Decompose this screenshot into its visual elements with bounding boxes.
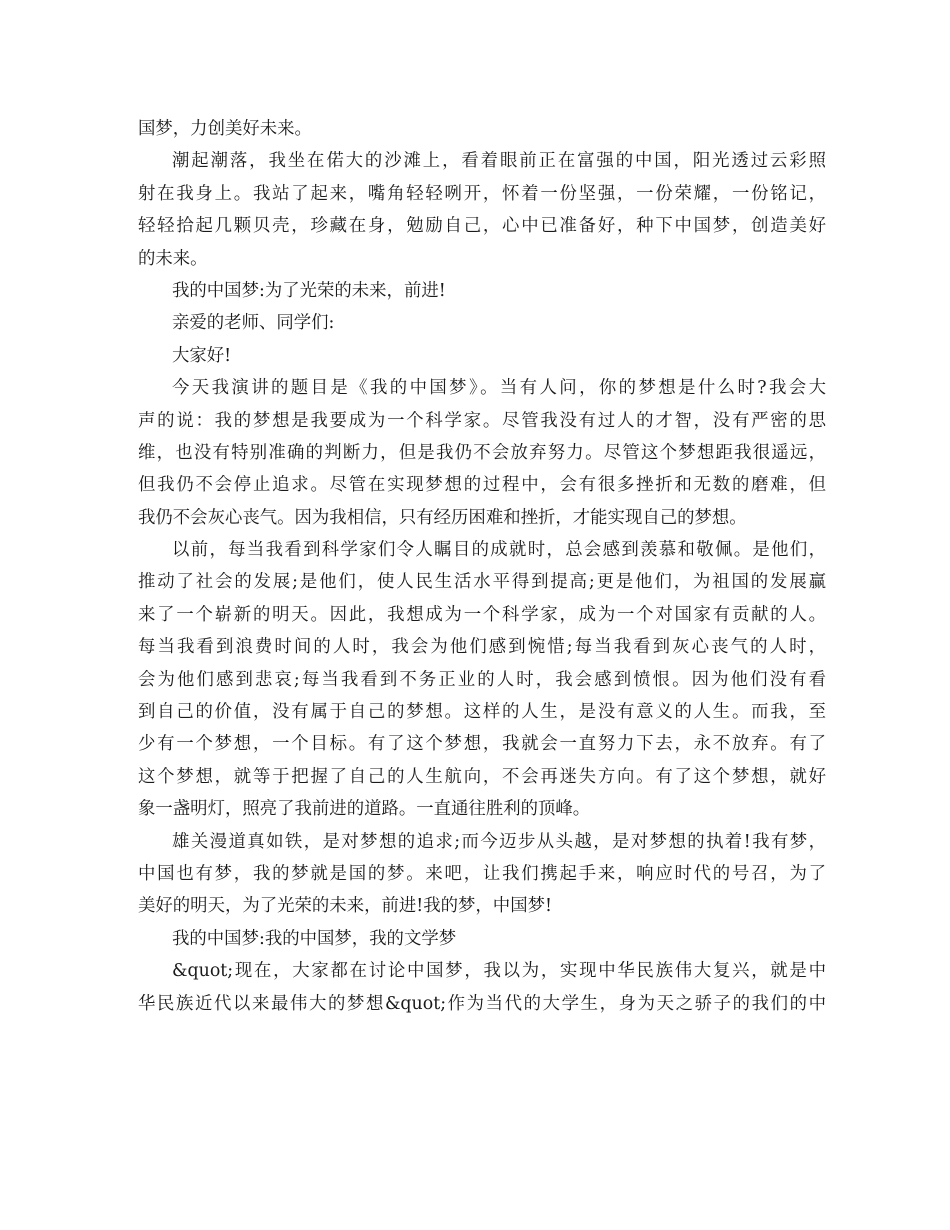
text-line: 我仍不会灰心丧气。因为我相信，只有经历困难和挫折，才能实现自己的梦想。: [138, 507, 747, 528]
document-body: [138, 113, 826, 1020]
text-line: 少有一个梦想，一个目标。有了这个梦想，我就会一直努力下去，永不放弃。有了: [138, 734, 826, 755]
text-line: &quot;现在，大家都在讨论中国梦，我以为，实现中华民族伟大复兴，就是中: [172, 961, 826, 982]
text-line: 以前，每当我看到科学家们令人瞩目的成就时，总会感到羡慕和敬佩。是他们，: [172, 540, 826, 561]
text-line: 华民族近代以来最伟大的梦想&quot;作为当代的大学生，身为天之骄子的我们的中: [138, 993, 826, 1014]
text-line: 美好的明天，为了光荣的未来，前进!我的梦，中国梦!: [138, 896, 552, 917]
text-line: 我的中国梦:为了光荣的未来，前进!: [172, 280, 446, 301]
text-line: 声的说：我的梦想是我要成为一个科学家。尽管我没有过人的才智，没有严密的思: [138, 410, 826, 431]
text-line: 今天我演讲的题目是《我的中国梦》。当有人问，你的梦想是什么时?我会大: [172, 378, 826, 399]
text-line: 雄关漫道真如铁，是对梦想的追求;而今迈步从头越，是对梦想的执着!我有梦，: [172, 831, 826, 852]
text-line: 的未来。: [138, 248, 208, 269]
text-line: 我的中国梦:我的中国梦，我的文学梦: [172, 928, 457, 949]
text-line: 象一盏明灯，照亮了我前进的道路。一直通往胜利的顶峰。: [138, 799, 591, 820]
text-line: 国梦，力创美好未来。: [138, 119, 312, 139]
text-line: 这个梦想，就等于把握了自己的人生航向，不会再迷失方向。有了这个梦想，就好: [138, 766, 826, 787]
text-line: 射在我身上。我站了起来，嘴角轻轻咧开，怀着一份坚强，一份荣耀，一份铭记，: [138, 183, 826, 204]
text-line: 大家好!: [172, 345, 232, 366]
text-line: 但我仍不会停止追求。尽管在实现梦想的过程中，会有很多挫折和无数的磨难，但: [138, 475, 826, 496]
text-line: 中国也有梦，我的梦就是国的梦。来吧，让我们携起手来，响应时代的号召，为了: [138, 863, 826, 884]
text-line: 推动了社会的发展;是他们，使人民生活水平得到提高;更是他们，为祖国的发展赢: [138, 572, 826, 593]
text-line: 会为他们感到悲哀;每当我看到不务正业的人时，我会感到愤恨。因为他们没有看: [138, 669, 826, 690]
text-line: 轻轻拾起几颗贝壳，珍藏在身，勉励自己，心中已准备好，种下中国梦，创造美好: [138, 216, 826, 237]
text-line: 每当我看到浪费时间的人时，我会为他们感到惋惜;每当我看到灰心丧气的人时，: [138, 637, 826, 658]
text-line: 亲爱的老师、同学们:: [172, 313, 335, 334]
text-line: 来了一个崭新的明天。因此，我想成为一个科学家，成为一个对国家有贡献的人。: [138, 604, 826, 625]
text-line: 潮起潮落，我坐在偌大的沙滩上，看着眼前正在富强的中国，阳光透过云彩照: [172, 151, 826, 172]
text-line: 维，也没有特别准确的判断力，但是我仍不会放弃努力。尽管这个梦想距我很遥远，: [138, 442, 826, 463]
text-line: 到自己的价值，没有属于自己的梦想。这样的人生，是没有意义的人生。而我，至: [138, 702, 826, 723]
